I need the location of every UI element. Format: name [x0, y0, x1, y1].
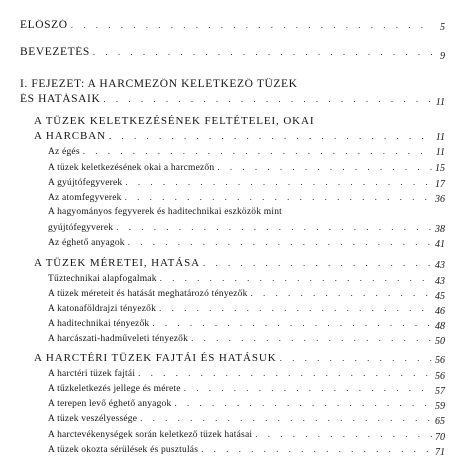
toc-entry-title-line-1: I. FEJEZET: A HARCMEZŐN KELETKEZŐ TÜZEK — [20, 78, 298, 90]
dot-leader — [71, 20, 432, 30]
toc-entry-title-line-2: ÉS HATÁSAIK — [20, 93, 101, 105]
toc-page-number: 11 — [435, 132, 445, 143]
toc-page-number: 45 — [435, 291, 445, 302]
toc-page-number: 36 — [435, 194, 445, 205]
dot-leader — [83, 146, 432, 156]
toc-entry-title-line-2: gyújtófegyverek — [48, 223, 114, 233]
toc-page-number: 50 — [435, 336, 445, 347]
toc-entry-title: A harctéri tüzek fajtái — [48, 369, 136, 379]
toc-page-number: 17 — [435, 179, 445, 190]
toc-page-number: 38 — [435, 224, 445, 235]
dot-leader — [159, 303, 432, 313]
toc-page-number: 70 — [435, 432, 445, 443]
dot-leader — [128, 237, 432, 247]
toc-page-number: 56 — [435, 371, 445, 382]
toc-entry-title: A tüzek méreteit és hatását meghatározó tényezők — [48, 289, 248, 299]
toc-entry-title: A terepen levő éghető anyagok — [48, 399, 172, 409]
toc-page-number: 43 — [435, 276, 445, 287]
toc-entry-title: A gyújtófegyverek — [48, 178, 123, 188]
toc-page-number: 11 — [435, 147, 445, 158]
toc-entry-title: A tüzek keletkezésének okai a harcmezőn — [48, 163, 215, 173]
dot-leader — [255, 429, 432, 439]
dot-leader — [174, 398, 432, 408]
toc-entry-title: Tűztechnikai alapfogalmak — [48, 274, 157, 284]
toc-entry-title: A HARCTÉRI TÜZEK FAJTÁI ÉS HATÁSUK — [34, 352, 277, 364]
toc-entry-title: ELŐSZÓ — [20, 19, 68, 31]
toc-page-number: 57 — [435, 386, 445, 397]
dot-leader — [160, 273, 432, 283]
toc-page-number: 65 — [435, 416, 445, 427]
toc-entry-title: Az égés — [48, 147, 80, 157]
dot-leader — [138, 368, 432, 378]
toc-entry-title: A tűzkeletkezés jellege és mérete — [48, 384, 181, 394]
dot-leader — [93, 47, 432, 57]
toc-entry-title-line-2: A HARCBAN — [34, 130, 106, 142]
dot-leader — [184, 383, 432, 393]
dot-leader — [125, 192, 432, 202]
toc-entry-title: Az atomfegyverek — [48, 193, 122, 203]
toc-page-number: 46 — [435, 306, 445, 317]
toc-entry-title: Az éghető anyagok — [48, 238, 125, 248]
dot-leader — [203, 258, 432, 268]
toc-entry-title-line-1: A TÜZEK KELETKEZÉSÉNEK FELTÉTELEI, OKAI — [34, 115, 315, 127]
dot-leader — [140, 413, 432, 423]
toc-page-number: 43 — [435, 260, 445, 271]
toc-page-number: 15 — [435, 163, 445, 174]
toc-entry-title: A katonaföldrajzi tényezők — [48, 304, 157, 314]
toc-page-number: 71 — [435, 447, 445, 458]
dot-leader — [125, 177, 432, 187]
dot-leader — [217, 162, 432, 172]
toc-page-number: 48 — [435, 321, 445, 332]
dot-leader — [201, 444, 432, 454]
toc-entry-title: A TÜZEK MÉRETEI, HATÁSA — [34, 257, 200, 269]
toc-page-number: 59 — [435, 401, 445, 412]
toc-page-number: 5 — [440, 22, 445, 33]
dot-leader — [116, 222, 432, 232]
toc-entry-title: A tüzek okozta sérülések és pusztulás — [48, 445, 199, 455]
dot-leader — [103, 94, 432, 104]
toc-entry-title: A harctevékenységek során keletkező tüzek hatásai — [48, 430, 253, 440]
toc-entry-title: A harcászati-hadműveleti tényezők — [48, 334, 189, 344]
dot-leader — [109, 131, 432, 141]
toc-page-number: 41 — [435, 239, 445, 250]
toc-entry-title: A tüzek veszélyessége — [48, 414, 138, 424]
toc-page-number: 56 — [435, 355, 445, 366]
dot-leader — [280, 353, 432, 363]
toc-entry-title: A haditechnikai tényezők — [48, 319, 150, 329]
dot-leader — [251, 288, 432, 298]
toc-page-number: 9 — [440, 51, 445, 62]
toc-page-number: 11 — [435, 97, 445, 108]
toc-entry-title-line-1: A hagyományos fegyverek és haditechnikai eszközök mint — [48, 207, 282, 217]
dot-leader — [191, 333, 432, 343]
dot-leader — [152, 318, 432, 328]
toc-entry-title: BEVEZETÉS — [20, 46, 90, 58]
